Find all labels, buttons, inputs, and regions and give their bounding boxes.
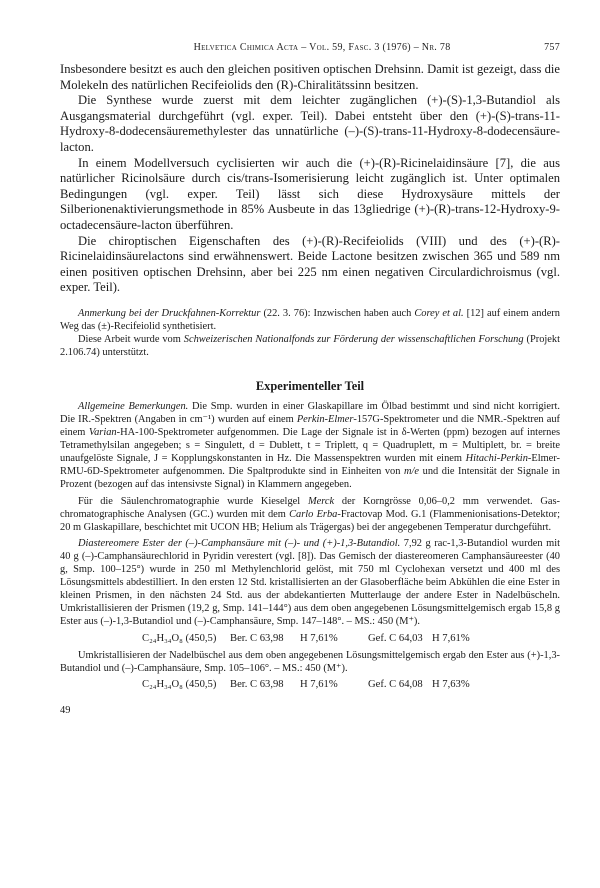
correction-date: (22. 3. 76): Inzwischen haben auch: [263, 307, 412, 319]
ber-c: Ber. C 63,98: [230, 678, 284, 690]
brand-merck: Merck: [307, 495, 335, 507]
chrom-text-2: der Korngrösse 0,06–0,2 mm verwendet. Gas-chromatographische Analysen (GC.) wurden mit dem: [60, 495, 560, 520]
gef-c: Gef. C 64,08: [368, 678, 423, 690]
chrom-text-1: Für die Säulenchromatographie wurde Kieselgel: [78, 495, 301, 507]
esters-label: Diastereomere Ester der (–)-Camphansäure mit (–)- und (+)-1,3-Butandiol.: [78, 537, 401, 549]
brand-perkin-elmer: Perkin-Elmer: [296, 414, 354, 425]
support-fund: Schweizerischen Nationalfonds zur Förderung der wissenschaftlichen Forschung: [183, 333, 524, 345]
paper-page: [60, 42, 560, 716]
correction-label: Anmerkung bei der Druckfahnen-Korrektur: [78, 307, 261, 319]
ber-c: Ber. C 63,98: [230, 632, 284, 644]
paragraph-1: Insbesondere besitzt es auch den gleichen positiven optischen Drehsinn. Damit ist gezeigt, dass die Molekeln des natürlichen Recifeiolids den (R)-Chiralitätssinn besitzen.: [60, 62, 560, 92]
section-title: Experimenteller Teil: [255, 378, 365, 393]
chrom-text-3: -Fractovap Mod. G.1 (Flammenionisations-Detektor; 20 m Glaskapillare, beschichtet mit UCON HB; Helium als Trägergas) bei der angegebenen Temperatur durchgeführt.: [60, 508, 561, 533]
needles-paragraph: Umkristallisieren der Nadelbüschel aus dem oben angegebenen Lösungsmittelgemisch ergab den Ester aus (+)-1,3-Butandiol und (–)-Camphansäure, Smp. 105–106°. – MS.: 450 (M⁺).: [60, 649, 560, 674]
brand-varian: Varian: [88, 427, 117, 439]
ber-h: H 7,61%: [300, 678, 338, 690]
gef-c: Gef. C 64,03: [368, 632, 423, 644]
paragraph-4: Die chiroptischen Eigenschaften des (+)-(R)-Recifeiolids (VIII) und des (+)-(R)-Ricinelaidinsäurelactons sind erwähnenswert. Beide Lactone besitzen zwischen 365 und 589 nm einen positiven optischen Drehsinn, aber bei 225 nm einen negativen Circulardichroismus (vgl. exper. Teil).: [60, 233, 560, 295]
unit-me: m/e: [404, 466, 420, 478]
esters-text: 7,92 g rac-1,3-Butandiol wurden mit 40 g (–)-Camphansäurechlorid in Pyridin verestert (vgl. [8]). Das Gemisch der diastereomeren Camphansäureester (40 g, Smp. 100–125°) wurde in 250 ml Methylenchlorid gelöst, mit 750 ml Cyclohexan versetzt und 400 ml des Lösungsmittels abdestilliert. In den ersten 12 Std. kristallisierten an der Glasoberfläche beim Abkühlen die eine Ester in kleinen Prismen, in den nächsten 24 Std. aus der abdekantierten Mutterlauge der andere Ester in Nadelbüscheln. Umkristallisieren der Prismen (19,2 g, Smp. 141–144°) aus dem oben angegebenen Lösungsmittelgemisch ergab 15,8 g Ester aus (–)-1,3-Butandiol und (–)-Camphansäure, Smp. 147–148°. – MS.: 450 (M⁺).: [60, 537, 560, 628]
formula: C₂₄H₃₄O₈ (450,5): [142, 678, 217, 690]
general-text-1: Die Smp. wurden in einer Glaskapillare im Ölbad bestimmt und sind nicht korrigiert. Die IR.-Spektren (Angaben in cm⁻¹) wurden auf einem: [60, 400, 560, 425]
main-text: [60, 62, 560, 296]
printer-signature: 49: [60, 704, 71, 716]
paragraph-3: In einem Modellversuch cyclisierten wir auch die (+)-(R)-Ricinelaidinsäure [7], die aus natürlicher Ricinolsäure durch cis/trans-Isomerisierung leicht zugänglich ist. Unter optimalen Bedingungen (vgl. exper. Teil) lässt sich diese Hydroxysäure mittels der Silberionenaktivierungsmethode in 85% Ausbeute in das 13gliedrige (+)-(R)-trans-12-Hydroxy-9-octadecensäure-lacton überführen.: [60, 155, 560, 232]
page-number: 757: [544, 42, 560, 53]
general-remarks: [60, 400, 560, 492]
esters-paragraph: [60, 537, 560, 629]
proof-correction-note: [60, 307, 560, 333]
formula: C₂₄H₃₄O₈ (450,5): [142, 632, 217, 644]
analysis-line-2: [60, 677, 560, 693]
notes-block: [60, 307, 560, 359]
gef-h: H 7,63%: [432, 678, 470, 690]
general-text-2: -157G-Spektrometer und die NMR.-Spektren auf einem: [60, 414, 560, 439]
general-text-3: -HA-100-Spektrometer aufgenommen. Die Lage der Signale ist in δ-Werten (ppm) bezogen auf internes Tetramethylsilan angegeben; s = Singulett, d = Dublett, t = Triplett, q = Quadruplett, m = Multiplett, br. = breite unaufgelöste Signale, J = Kopplungskonstanten in Hz. Die Massenspektren wurden mit einem: [60, 427, 560, 465]
funding-note: [60, 333, 560, 359]
paragraph-2: Die Synthese wurde zuerst mit dem leichter zugänglichen (+)-(S)-1,3-Butandiol als Ausgangsmaterial durchgeführt (vgl. exper. Teil). Dabei entsteht über den (+)-(S)-trans-11-Hydroxy-8-dodecensäuremethylester das unnatürliche (–)-(S)-trans-11-Hydroxy-8-dodecensäure-lacton.: [60, 93, 560, 154]
analysis-line-1: [60, 631, 560, 647]
support-pre: Diese Arbeit wurde vom: [78, 333, 181, 345]
general-text-4: -Elmer-RMU-6D-Spektrometer aufgenommen. Die Spaltprodukte sind in Einheiten von: [60, 453, 560, 478]
correction-authors: Corey et al.: [414, 307, 464, 319]
ber-h: H 7,61%: [300, 632, 338, 644]
general-label: Allgemeine Bemerkungen.: [78, 400, 189, 412]
running-header: [60, 42, 560, 53]
general-text-5: und die Intensität der Signale in Prozent (bezogen auf das intensivste Signal) in Klammern angegeben.: [60, 466, 560, 491]
chromatography-paragraph: [60, 495, 560, 534]
support-post: (Projekt 2.106.74) unterstützt.: [60, 333, 560, 358]
gef-h: H 7,61%: [432, 632, 470, 644]
correction-rest: [12] auf einem andern Weg das (±)-Recifeiolid synthetisiert.: [60, 307, 560, 332]
brand-carlo-erba: Carlo Erba: [289, 508, 338, 520]
experimental-section: [60, 400, 560, 693]
journal-citation: Helvetica Chimica Acta – Vol. 59, Fasc. 3 (1976) – Nr. 78: [193, 42, 451, 53]
brand-hitachi: Hitachi-Perkin: [465, 453, 528, 465]
